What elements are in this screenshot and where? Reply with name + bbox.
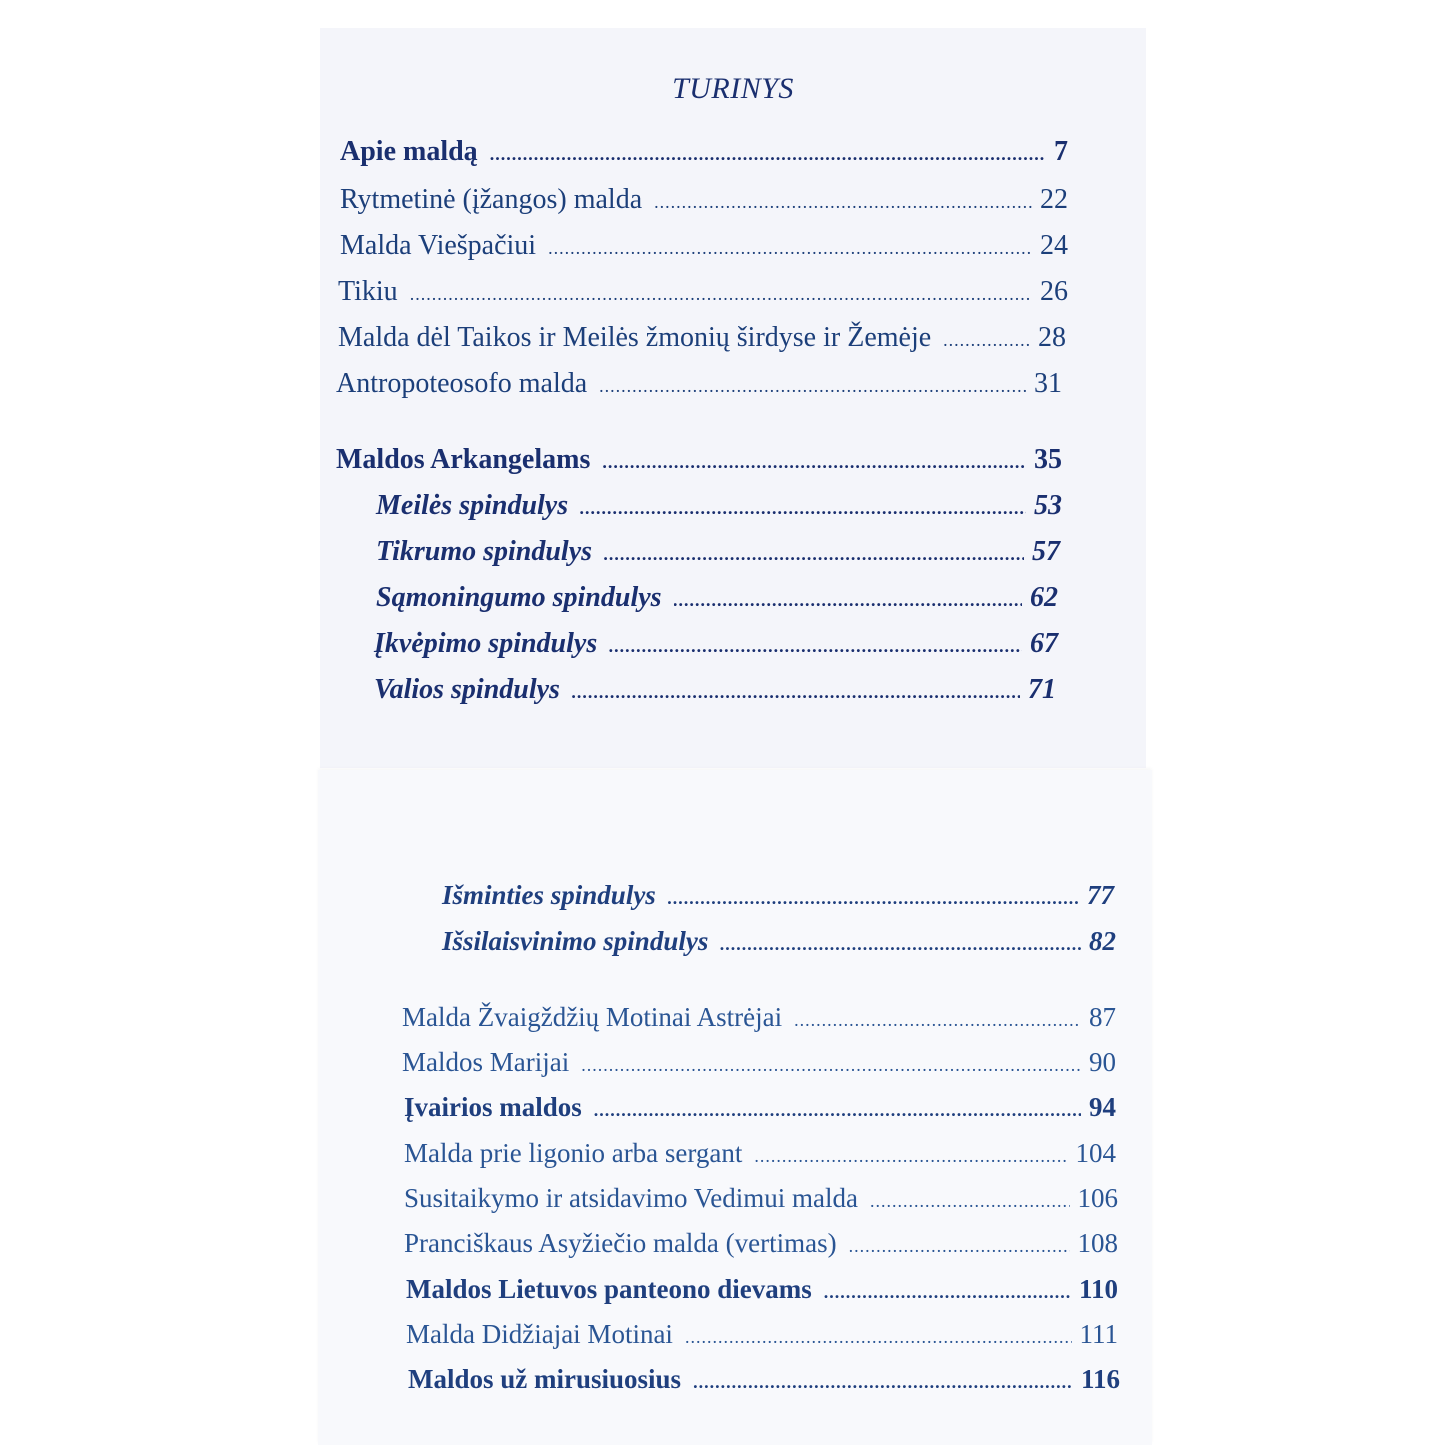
dot-leader <box>668 889 1079 909</box>
toc-entry-label: Malda Viešpačiui <box>340 230 537 261</box>
toc-entry-label: Maldos Marijai <box>402 1047 570 1077</box>
toc-entry[interactable] <box>442 926 1116 957</box>
toc-entry-label: Antropoteosofo malda <box>336 368 588 399</box>
dot-leader <box>594 1101 1081 1121</box>
toc-entry[interactable] <box>376 582 1058 614</box>
toc-entry-label: Pranciškaus Asyžiečio malda (vertimas) <box>404 1228 837 1258</box>
toc-title: TURINYS <box>672 72 794 105</box>
dot-leader <box>849 1237 1070 1257</box>
dot-leader <box>754 1147 1067 1167</box>
toc-entry-label: Maldos už mirusiuosius <box>408 1364 682 1394</box>
toc-entry-page: 35 <box>1034 444 1062 475</box>
toc-entry-label: Valios spindulys <box>374 674 560 705</box>
toc-entry[interactable] <box>406 1274 1118 1305</box>
toc-entry-page: 24 <box>1040 230 1068 261</box>
dot-leader <box>870 1192 1070 1212</box>
dot-leader <box>720 935 1081 955</box>
toc-entry[interactable] <box>376 536 1060 568</box>
toc-entry-label: Įkvėpimo spindulys <box>374 628 598 659</box>
toc-entry-page: 71 <box>1028 674 1056 705</box>
toc-entry-label: Susitaikymo ir atsidavimo Vedimui malda <box>404 1183 858 1213</box>
toc-entry-label: Apie maldą <box>340 136 478 167</box>
toc-entry[interactable] <box>340 184 1068 216</box>
toc-entry[interactable] <box>402 1002 1116 1033</box>
dot-leader <box>490 145 1046 165</box>
toc-entry[interactable] <box>404 1138 1116 1169</box>
toc-entry[interactable] <box>402 1047 1116 1078</box>
dot-leader <box>599 377 1026 397</box>
toc-entry-page: 82 <box>1089 926 1116 956</box>
dot-leader <box>654 193 1032 213</box>
toc-entry-page: 104 <box>1075 1138 1116 1168</box>
toc-entry[interactable] <box>336 444 1062 476</box>
toc-entry[interactable] <box>336 368 1062 400</box>
dot-leader <box>824 1283 1071 1303</box>
toc-entry[interactable] <box>404 1183 1118 1214</box>
toc-entry-page: 7 <box>1054 136 1068 167</box>
toc-entry-page: 110 <box>1078 1274 1118 1304</box>
toc-entry-page: 67 <box>1030 628 1058 659</box>
dot-leader <box>943 331 1030 351</box>
toc-entry-label: Įvairios maldos <box>404 1092 582 1122</box>
dot-leader <box>609 637 1022 657</box>
dot-leader <box>693 1373 1073 1393</box>
toc-entry[interactable] <box>340 230 1068 262</box>
toc-entry-page: 77 <box>1087 880 1114 910</box>
toc-entry[interactable] <box>376 490 1062 522</box>
toc-entry-page: 22 <box>1040 184 1068 215</box>
toc-entry-label: Išminties spindulys <box>442 880 656 910</box>
toc-entry-page: 111 <box>1079 1319 1118 1349</box>
toc-entry-label: Malda prie ligonio arba sergant <box>404 1138 743 1168</box>
toc-entry[interactable] <box>338 276 1068 308</box>
toc-entry-page: 28 <box>1038 322 1066 353</box>
dot-leader <box>794 1011 1081 1031</box>
toc-entry[interactable] <box>404 1092 1116 1123</box>
dot-leader <box>548 239 1032 259</box>
toc-entry[interactable] <box>442 880 1114 911</box>
dot-leader <box>410 285 1032 305</box>
toc-entry-page: 57 <box>1032 536 1060 567</box>
toc-entry-page: 87 <box>1089 1002 1116 1032</box>
toc-entry-page: 90 <box>1089 1047 1116 1077</box>
toc-entry[interactable] <box>374 628 1058 660</box>
toc-entry-page: 62 <box>1030 582 1058 613</box>
toc-entry-label: Sąmoningumo spindulys <box>376 582 662 613</box>
toc-page-bottom <box>318 770 1152 1445</box>
toc-entry-page: 116 <box>1080 1364 1120 1394</box>
toc-entry[interactable] <box>338 322 1066 354</box>
toc-entry-page: 26 <box>1040 276 1068 307</box>
toc-entry-label: Tikrumo spindulys <box>376 536 593 567</box>
dot-leader <box>674 591 1022 611</box>
dot-leader <box>604 545 1024 565</box>
toc-entry-label: Malda Žvaigždžių Motinai Astrėjai <box>402 1002 783 1032</box>
toc-entry-label: Malda dėl Taikos ir Meilės žmonių širdyse ir Žemėje <box>338 322 932 353</box>
toc-entry[interactable] <box>404 1228 1118 1259</box>
toc-entry-page: 31 <box>1034 368 1062 399</box>
toc-entry[interactable] <box>374 674 1056 706</box>
toc-entry-page: 106 <box>1077 1183 1118 1213</box>
toc-entry[interactable] <box>340 136 1068 168</box>
toc-entry-label: Tikiu <box>338 276 398 307</box>
toc-entry[interactable] <box>406 1319 1118 1350</box>
toc-page-top <box>320 28 1146 768</box>
toc-entry-label: Maldos Arkangelams <box>336 444 591 475</box>
dot-leader <box>581 1056 1081 1076</box>
dot-leader <box>580 499 1026 519</box>
dot-leader <box>572 683 1020 703</box>
toc-entry-page: 53 <box>1034 490 1062 521</box>
toc-entry-label: Malda Didžiajai Motinai <box>406 1319 673 1349</box>
toc-entry-label: Išsilaisvinimo spindulys <box>442 926 709 956</box>
toc-entry-page: 94 <box>1089 1092 1116 1122</box>
toc-entry-label: Maldos Lietuvos panteono dievams <box>406 1274 812 1304</box>
dot-leader <box>602 453 1026 473</box>
dot-leader <box>685 1328 1072 1348</box>
toc-entry[interactable] <box>408 1364 1120 1395</box>
toc-entry-label: Meilės spindulys <box>376 490 569 521</box>
toc-entry-label: Rytmetinė (įžangos) malda <box>340 184 643 215</box>
toc-entry-page: 108 <box>1077 1228 1118 1258</box>
